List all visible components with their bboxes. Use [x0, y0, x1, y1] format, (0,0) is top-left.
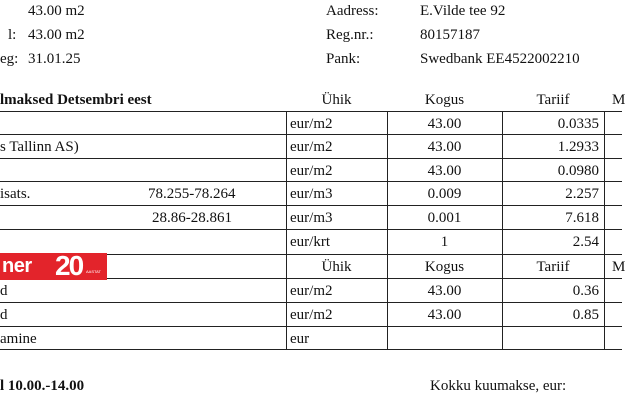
- table-line: [0, 326, 622, 327]
- row-range: 78.255-78.264: [148, 186, 236, 202]
- logo-number: 20: [55, 250, 83, 281]
- row-unit: eur/m3: [290, 210, 333, 226]
- table-line: [0, 134, 622, 135]
- row-rate: 0.85: [572, 307, 599, 323]
- row-unit: eur/m2: [290, 307, 333, 323]
- table1-header-rate: Tariif: [536, 92, 570, 108]
- total-label: Kokku kuumakse, eur:: [430, 378, 567, 394]
- row-qty: 43.00: [427, 307, 462, 323]
- row-rate: 1.2933: [557, 139, 599, 155]
- row-desc: isats.: [0, 186, 31, 202]
- table1-header-more: M: [612, 92, 625, 108]
- info-label-2: l:: [8, 27, 17, 43]
- date-value: 31.01.25: [28, 51, 81, 67]
- row-qty: 43.00: [427, 139, 462, 155]
- row-rate: 7.618: [565, 210, 599, 226]
- row-rate: 0.0335: [557, 116, 599, 132]
- table1-title: lmaksed Detsembri eest: [0, 92, 152, 108]
- table-line: [0, 111, 622, 112]
- table-col-line: [604, 111, 605, 349]
- bank-label: Pank:: [326, 51, 361, 67]
- table2-header-more: M: [612, 259, 625, 275]
- row-qty: 0.001: [427, 210, 462, 226]
- row-desc: s Tallinn AS): [0, 139, 79, 155]
- row-unit: eur/krt: [290, 234, 330, 250]
- table-line: [0, 302, 622, 303]
- regnr-label: Reg.nr.:: [326, 27, 374, 43]
- table2-header-rate: Tariif: [536, 259, 570, 275]
- row-range: 28.86-28.861: [152, 210, 232, 226]
- logo-small-text: AASTAT: [86, 269, 101, 274]
- row-unit: eur: [290, 331, 310, 347]
- brand-logo: [0, 250, 107, 281]
- bank-value: Swedbank EE4522002210: [420, 51, 580, 67]
- row-unit: eur/m2: [290, 163, 333, 179]
- row-qty: 43.00: [427, 116, 462, 132]
- table-line: [0, 229, 622, 230]
- row-qty: 43.00: [427, 163, 462, 179]
- row-qty: 43.00: [427, 283, 462, 299]
- row-desc: d: [0, 307, 8, 323]
- area-value: 43.00 m2: [28, 3, 85, 19]
- regnr-value: 80157187: [420, 27, 480, 43]
- row-qty: 0.009: [427, 186, 462, 202]
- row-rate: 2.257: [565, 186, 599, 202]
- row-unit: eur/m2: [290, 139, 333, 155]
- table-line: [0, 349, 622, 350]
- area-value-2: 43.00 m2: [28, 27, 85, 43]
- row-qty: 1: [440, 234, 449, 250]
- table1-header-qty: Kogus: [424, 92, 465, 108]
- row-desc: amine: [0, 331, 37, 347]
- row-unit: eur/m3: [290, 186, 333, 202]
- logo-text: ner: [2, 255, 32, 277]
- table-col-line: [286, 111, 287, 349]
- table-line: [0, 158, 622, 159]
- table-line: [0, 181, 622, 182]
- info-label-3: eg:: [0, 51, 19, 67]
- row-unit: eur/m2: [290, 283, 333, 299]
- row-rate: 0.0980: [557, 163, 599, 179]
- table2-header-unit: Ühik: [321, 259, 352, 275]
- table1-header-unit: Ühik: [321, 92, 352, 108]
- row-rate: 0.36: [572, 283, 599, 299]
- office-hours: l 10.00.-14.00: [0, 378, 85, 394]
- row-rate: 2.54: [572, 234, 599, 250]
- table2-header-qty: Kogus: [424, 259, 465, 275]
- address-value: E.Vilde tee 92: [420, 3, 506, 19]
- row-unit: eur/m2: [290, 116, 333, 132]
- table-line: [0, 205, 622, 206]
- address-label: Aadress:: [326, 3, 379, 19]
- row-desc: d: [0, 283, 8, 299]
